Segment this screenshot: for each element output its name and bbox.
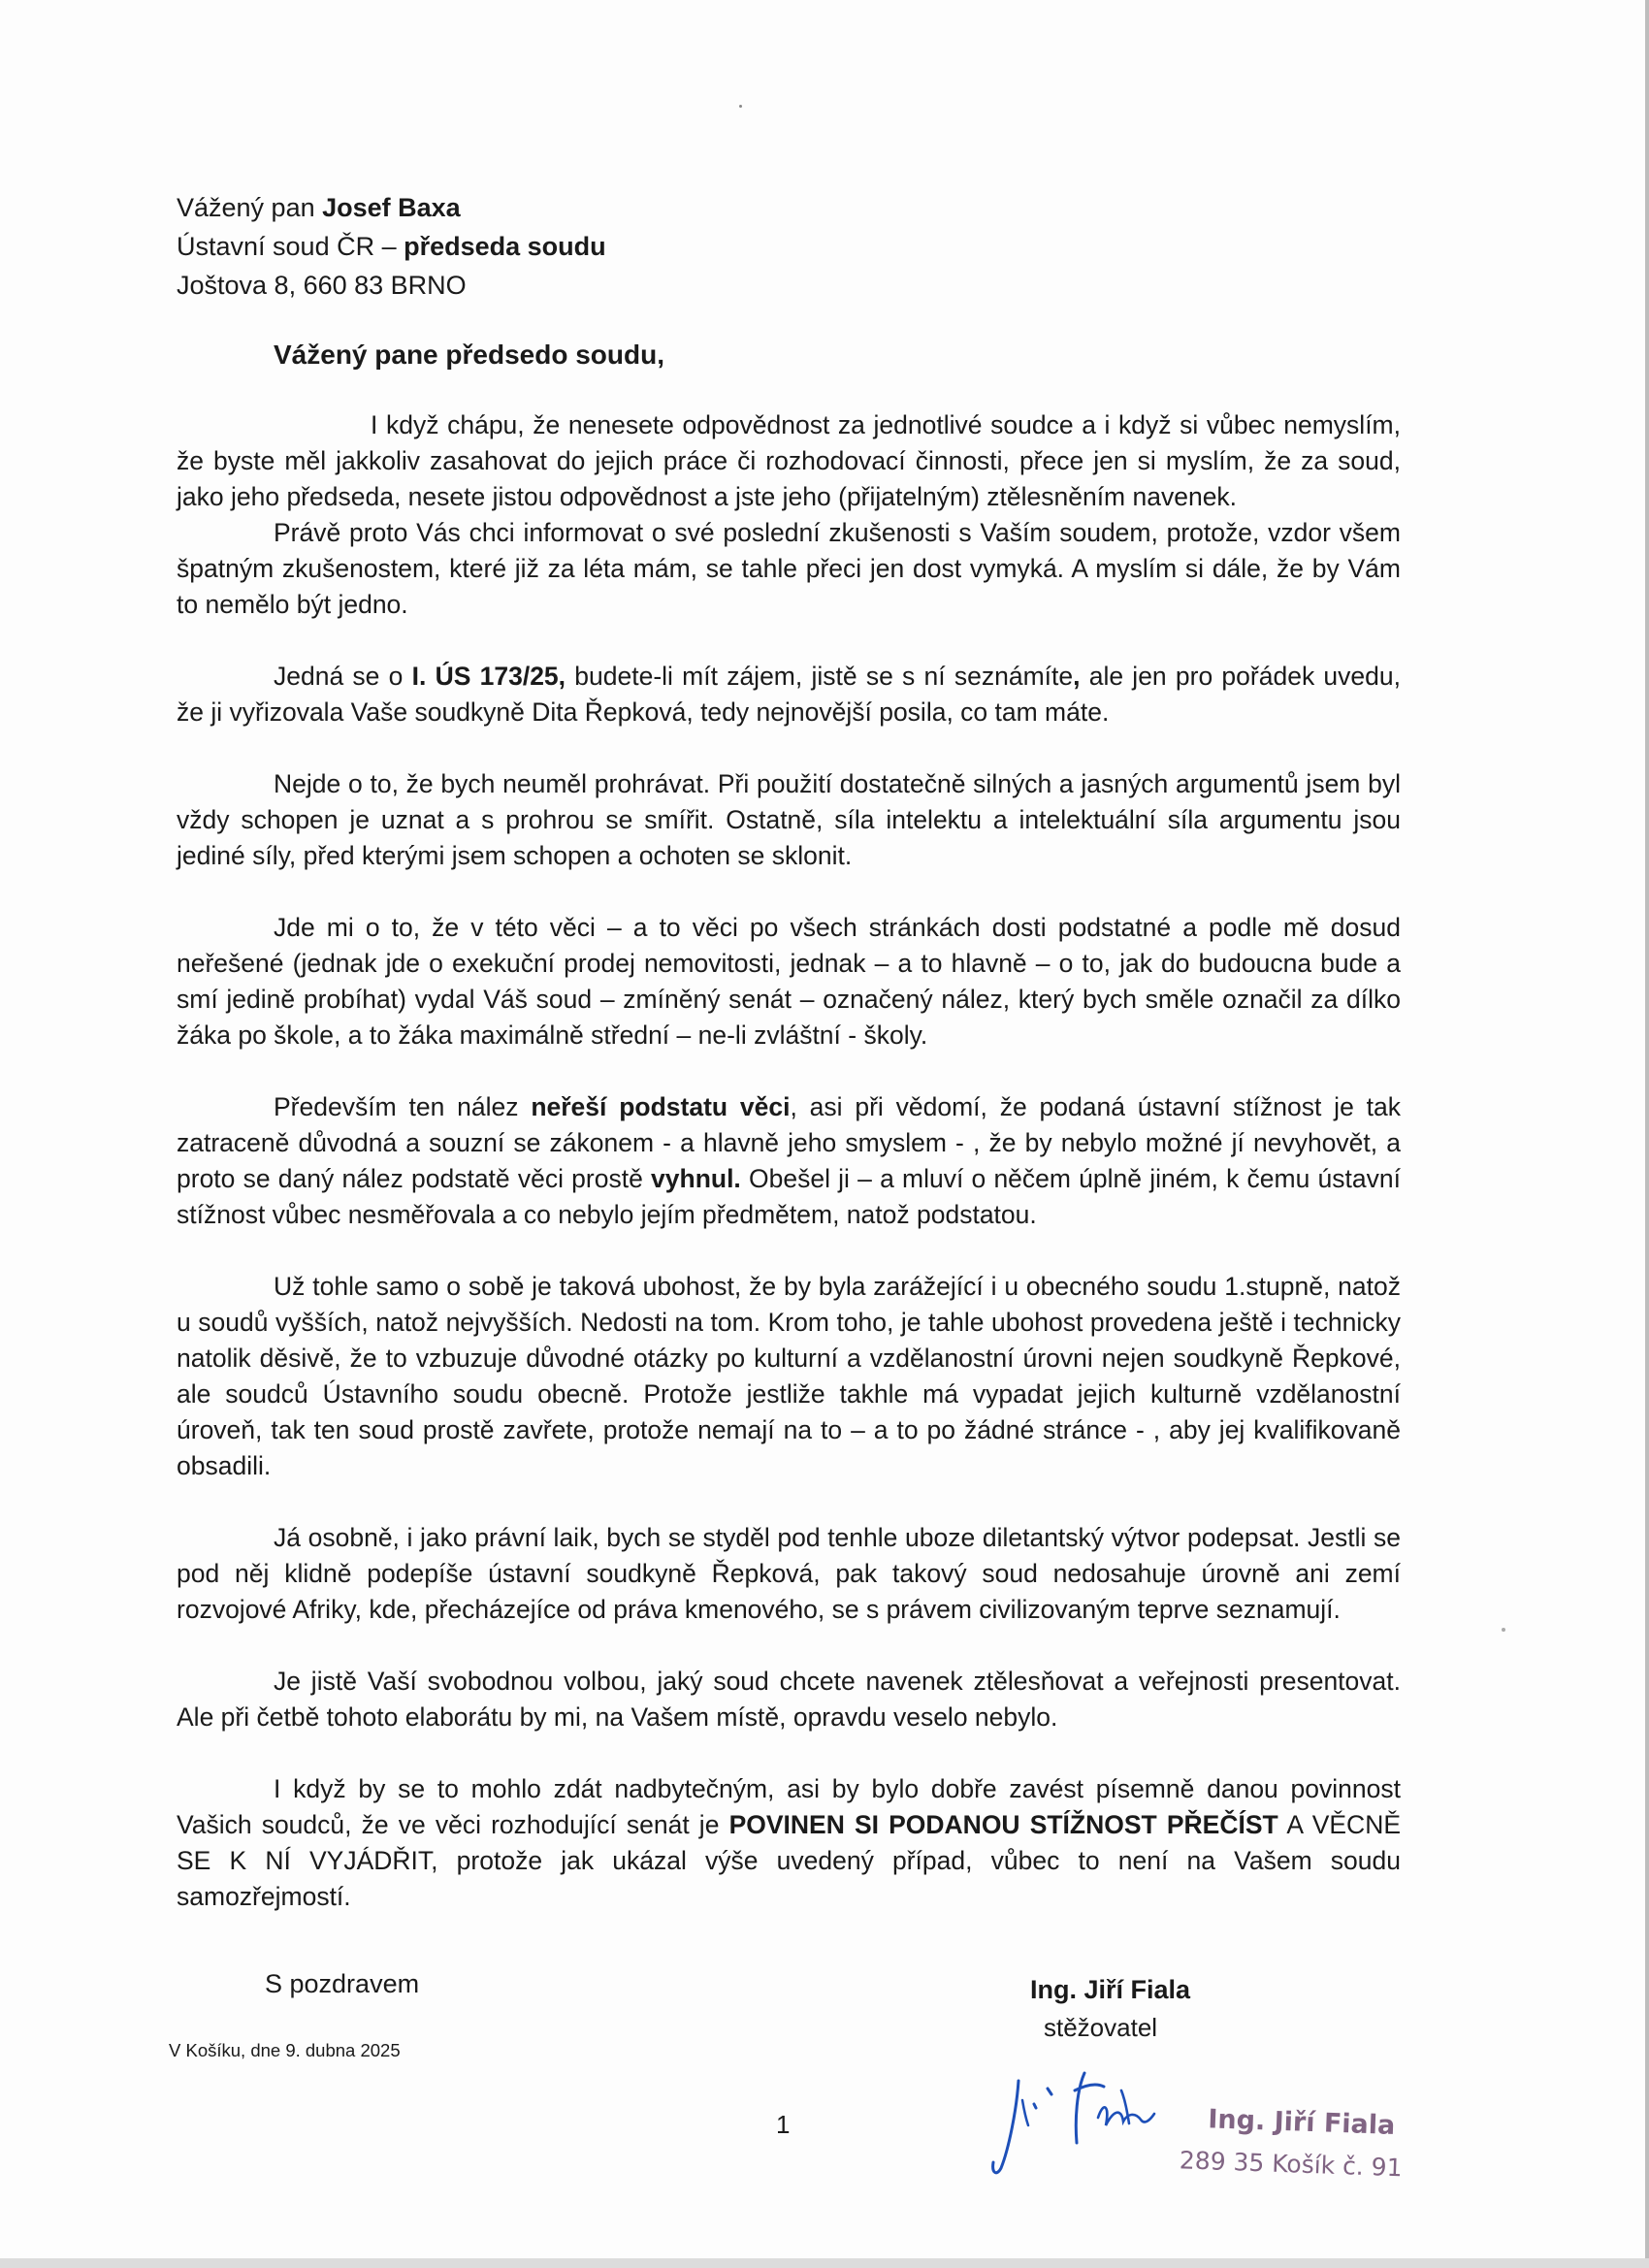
scan-speck bbox=[1502, 1628, 1505, 1632]
scan-bottom-edge bbox=[0, 2258, 1649, 2268]
scan-edge bbox=[1645, 0, 1649, 2268]
paragraph-9: Je jistě Vaší svobodnou volbou, jaký soud chcete navenek ztělesňovat a veřejnosti presentovat. Ale při četbě tohoto elaborátu by mi, na Vašem místě, opravdu veselo nebylo. bbox=[177, 1667, 1401, 1732]
paragraph-8: Já osobně, i jako právní laik, bych se styděl pod tenhle uboze diletantský výtvor podepsat. Jestli se pod něj klidně podepíše ústavní soudkyně Řepková, pak takový soud nedosahuje úrovně ani zemí rozvojové Afriky, kde, přecházejíce od práva kmenového, se s právem civilizovaným teprve seznamují. bbox=[177, 1523, 1401, 1624]
sender-name: Ing. Jiří Fiala bbox=[1030, 1975, 1191, 2004]
case-number: I. ÚS 173/25, bbox=[411, 662, 566, 691]
paragraph-7: Už tohle samo o sobě je taková ubohost, že by byla zarážející i u obecného soudu 1.stupně, natož u soudů vyšších, natož nejvyšších. Nedosti na tom. Krom toho, je tahle ubohost provedena ještě i technicky natolik děsivě, že to vzbuzuje důvodné otázky po kulturní a vzdělanostní úrovni nejen soudkyně Řepkové, ale soudců Ústavního soudu obecně. Protože jestliže takhle má vypadat jejich kulturně vzdělanostní úroveň, tak ten soud prostě zavřete, protože nemají na to – a to po žádné stránce - , aby jej kvalifikovaně obsadili. bbox=[177, 1272, 1401, 1480]
recipient-line-3: Joštova 8, 660 83 BRNO bbox=[177, 271, 467, 300]
sender-role: stěžovatel bbox=[1044, 2013, 1158, 2042]
letter-body bbox=[177, 407, 1401, 1915]
salutation: Vážený pane předsedo soudu, bbox=[274, 340, 664, 370]
recipient-line-1: Vážený pan Josef Baxa bbox=[177, 193, 461, 222]
paragraph-10: I když by se to mohlo zdát nadbytečným, asi by bylo dobře zavést písemně danou povinnost Vašich soudců, že ve věci rozhodující senát je POVINEN SI PODANOU STÍŽNOST PŘEČÍST A VĚCNĚ SE K NÍ VYJÁDŘIT, protože jak ukázal výše uvedený případ, vůbec to není na Vašem soudu samozřejmostí. bbox=[177, 1774, 1402, 1911]
paragraph-3: Jedná se o I. ÚS 173/25, budete-li mít zájem, jistě se s ní seznámíte, ale jen pro pořádek uvedu, že ji vyřizovala Vaše soudkyně Dita Řepková, tedy nejnovější posila, co tam máte. bbox=[177, 662, 1401, 727]
recipient-name: Josef Baxa bbox=[322, 193, 461, 222]
page-number: 1 bbox=[776, 2110, 791, 2139]
handwritten-signature bbox=[980, 2061, 1164, 2187]
recipient-address bbox=[177, 188, 606, 305]
closing: S pozdravem bbox=[265, 1969, 420, 1998]
paragraph-5: Jde mi o to, že v této věci – a to věci po všech stránkách dosti podstatné a podle mě dosud neřešené (jednak jde o exekuční prodej nemovitosti, jednak – a to hlavně – o to, jak do budoucna bude a smí jedině probíhat) vydal Váš soud – zmíněný senát – označený nález, který bych směle označil za dílko žáka po škole, a to žáka maximálně střední – ne-li zvláštní - školy. bbox=[177, 913, 1401, 1050]
recipient-line-2: Ústavní soud ČR – předseda soudu bbox=[177, 232, 606, 261]
paragraph-6: Především ten nález neřeší podstatu věci, asi při vědomí, že podaná ústavní stížnost je tak zatraceně důvodná a souzní se zákonem - a hlavně jeho smyslem - , že by nebylo možné jí nevyhovět, a proto se daný nález podstatě věci prostě vyhnul. Obešel ji – a mluví o něčem úplně jiném, k čemu ústavní stížnost vůbec nesměřovala a co nebylo jejím předmětem, natož podstatou. bbox=[177, 1092, 1401, 1229]
place-date: V Košíku, dne 9. dubna 2025 bbox=[169, 2040, 401, 2060]
scan-speck bbox=[739, 105, 742, 108]
paragraph-2: Právě proto Vás chci informovat o své poslední zkušenosti s Vaším soudem, protože, vzdor všem špatným zkušenostem, které již za léta mám, se tahle přeci jen dost vymyká. A myslím si dále, že by Vám to nemělo být jedno. bbox=[177, 518, 1401, 619]
paragraph-1: I když chápu, že nenesete odpovědnost za jednotlivé soudce a i když si vůbec nemyslím, že byste měl jakkoliv zasahovat do jejich práce či rozhodovací činnosti, přece jen si myslím, že za soud, jako jeho předseda, nesete jistou odpovědnost a jste jeho (přijatelným) ztělesněním navenek. bbox=[177, 410, 1401, 511]
stamp-line-1: Ing. Jiří Fiala bbox=[1207, 2104, 1396, 2141]
paragraph-4: Nejde o to, že bych neuměl prohrávat. Při použití dostatečně silných a jasných argumentů jsem byl vždy schopen je uznat a s prohrou se smířit. Ostatně, síla intelektu a intelektuální síla argumentu jsou jediné síly, před kterými jsem schopen a ochoten se sklonit. bbox=[177, 769, 1401, 870]
stamp-line-2: 289 35 Košík č. 91 bbox=[1179, 2146, 1404, 2183]
recipient-role: předseda soudu bbox=[404, 232, 606, 261]
